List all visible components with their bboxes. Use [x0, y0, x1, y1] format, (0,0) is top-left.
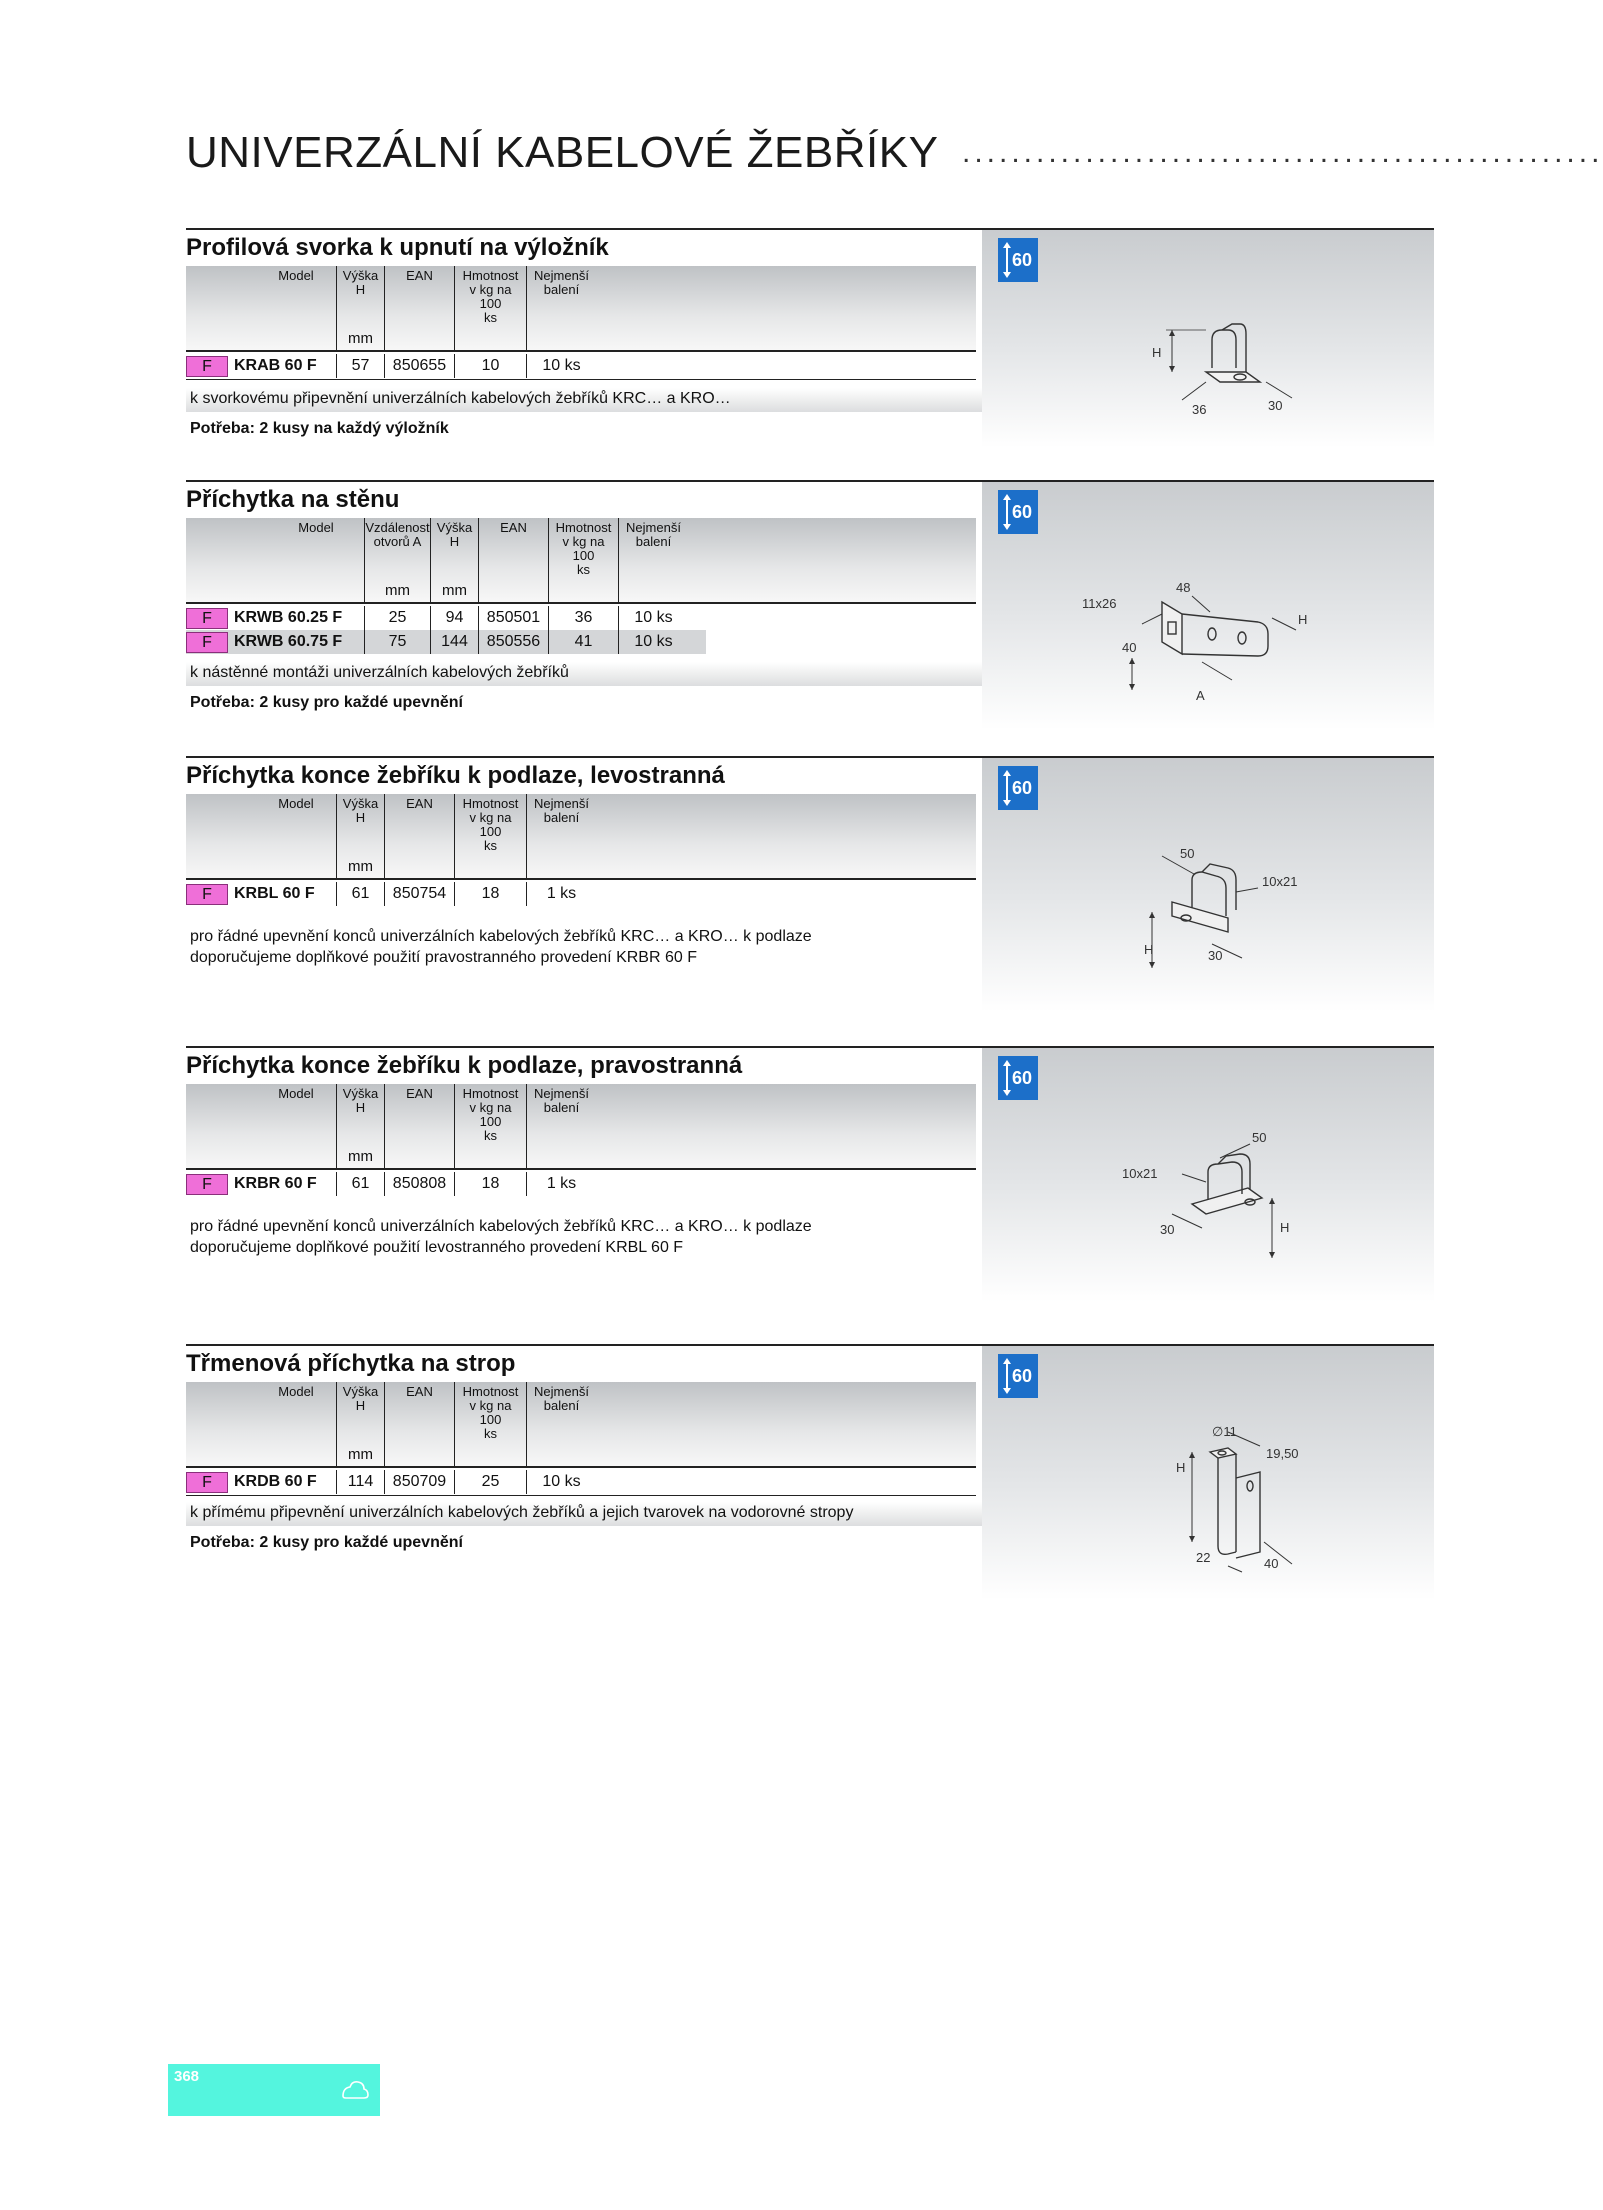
cell-ean: 850709	[384, 1470, 454, 1494]
dim-label: H	[1144, 942, 1154, 957]
product-image-panel	[982, 1048, 1434, 1302]
description: k svorkovému připevnění univerzálních kabelových žebříků KRC… a KRO…	[186, 388, 982, 412]
col-weight: Hmotnost v kg na 100 ks	[454, 1382, 526, 1466]
table-header	[186, 794, 976, 880]
dim-label: 11x26	[1082, 596, 1117, 611]
section-krdb	[186, 1344, 1434, 1600]
dim-label: H	[1152, 345, 1162, 360]
col-model: Model	[278, 796, 314, 811]
col-height	[336, 266, 384, 350]
requirement-note: Potřeba: 2 kusy pro každé upevnění	[190, 694, 463, 711]
section-title: Profilová svorka k upnutí na výložník	[186, 234, 609, 261]
dim-label: 50	[1252, 1130, 1267, 1145]
model-code: KRBL 60 F	[234, 885, 315, 902]
badge-number: 60	[1012, 778, 1033, 798]
cell-height: 61	[336, 882, 384, 906]
cell-height: 57	[336, 354, 384, 378]
dim-label: 40	[1264, 1556, 1279, 1571]
col-height-unit: mm	[348, 1148, 373, 1165]
col-height-unit: mm	[348, 330, 373, 347]
table-row[interactable]	[186, 354, 976, 378]
page-footer	[168, 2064, 380, 2116]
col-model: Model	[278, 1086, 314, 1101]
dim-label: 10x21	[1262, 874, 1298, 889]
col-height-label: Výška H	[342, 1086, 379, 1115]
model-code: KRBR 60 F	[234, 1175, 317, 1192]
section-title: Příchytka konce žebříku k podlaze, pravostranná	[186, 1052, 743, 1079]
badge-number: 60	[1012, 250, 1033, 270]
description-line: pro řádné upevnění konců univerzálních kabelových žebříků KRC… a KRO… k podlaze	[190, 928, 812, 945]
description-line: doporučujeme doplňkové použití levostranného provedení KRBL 60 F	[190, 1239, 684, 1256]
dim-label: 40	[1122, 640, 1137, 655]
section-title: Příchytka konce žebříku k podlaze, levostranná	[186, 762, 725, 789]
badge-number: 60	[1012, 502, 1033, 522]
brand-logo-icon	[340, 2078, 370, 2102]
load-class-badge	[998, 1056, 1038, 1100]
cell-ean: 850655	[384, 354, 454, 378]
updown-arrow-icon	[1002, 493, 1012, 531]
f-marker: F	[186, 632, 228, 653]
krab-drawing	[1142, 310, 1362, 440]
col-distance-unit: mm	[385, 582, 410, 599]
col-weight: Hmotnost v kg na 100 ks	[454, 794, 526, 878]
dim-label: 30	[1208, 948, 1223, 963]
col-height-unit: mm	[442, 582, 467, 599]
product-image-panel	[982, 758, 1434, 1012]
cell-pack: 10 ks	[526, 354, 596, 378]
cell-height: 144	[430, 630, 478, 654]
col-height-label: Výška H	[342, 1384, 379, 1413]
cell-weight: 10	[454, 354, 526, 378]
section-krab	[186, 228, 1434, 448]
col-pack: Nejmenší balení	[526, 1382, 596, 1466]
col-ean: EAN	[384, 1382, 454, 1466]
updown-arrow-icon	[1002, 769, 1012, 807]
col-ean: EAN	[384, 1084, 454, 1168]
cell-pack: 1 ks	[526, 882, 596, 906]
krbl-drawing	[1132, 828, 1372, 1008]
table-row[interactable]	[186, 606, 976, 630]
col-pack: Nejmenší balení	[618, 518, 688, 602]
table-header	[186, 266, 976, 352]
description: k přímému připevnění univerzálních kabelových žebříků a jejich tvarovek na vodorovné stropy	[186, 1502, 982, 1526]
dim-label: 36	[1192, 402, 1207, 417]
page-title: UNIVERZÁLNÍ KABELOVÉ ŽEBŘÍKY	[186, 128, 939, 177]
dim-label: 48	[1176, 580, 1191, 595]
dim-label: 19,50	[1266, 1446, 1299, 1461]
col-model: Model	[278, 268, 314, 283]
col-height-label: Výška H	[342, 796, 379, 825]
cell-distance: 75	[364, 630, 430, 654]
title-dots: ....................................................	[962, 136, 1603, 169]
cell-distance: 25	[364, 606, 430, 630]
load-class-badge	[998, 490, 1038, 534]
description-line: doporučujeme doplňkové použití pravostranného provedení KRBR 60 F	[190, 949, 697, 966]
dim-label: 22	[1196, 1550, 1211, 1565]
dim-label: 10x21	[1122, 1166, 1158, 1181]
requirement-note: Potřeba: 2 kusy na každý výložník	[190, 420, 449, 437]
col-height-unit: mm	[348, 858, 373, 875]
model-code: KRWB 60.25 F	[234, 609, 343, 626]
krwb-drawing	[1082, 562, 1342, 722]
dim-label: 30	[1160, 1222, 1175, 1237]
cell-ean: 850808	[384, 1172, 454, 1196]
col-pack: Nejmenší balení	[526, 1084, 596, 1168]
col-ean: EAN	[384, 794, 454, 878]
col-weight: Hmotnost v kg na 100 ks	[548, 518, 618, 602]
f-marker: F	[186, 356, 228, 377]
dim-label: 50	[1180, 846, 1195, 861]
col-weight: Hmotnost v kg na 100 ks	[454, 1084, 526, 1168]
col-height-unit: mm	[348, 1446, 373, 1463]
cell-height: 94	[430, 606, 478, 630]
col-pack: Nejmenší balení	[526, 266, 596, 350]
krbr-drawing	[1112, 1118, 1372, 1298]
table-header	[186, 1084, 976, 1170]
model-code: KRDB 60 F	[234, 1473, 317, 1490]
col-height	[336, 1382, 384, 1466]
cell-ean: 850556	[478, 630, 548, 654]
col-height	[336, 794, 384, 878]
section-krbr	[186, 1046, 1434, 1302]
cell-pack: 1 ks	[526, 1172, 596, 1196]
table-header	[186, 1382, 976, 1468]
badge-number: 60	[1012, 1366, 1033, 1386]
cell-weight: 25	[454, 1470, 526, 1494]
description-line: pro řádné upevnění konců univerzálních kabelových žebříků KRC… a KRO… k podlaze	[190, 1218, 812, 1235]
cell-pack: 10 ks	[526, 1470, 596, 1494]
cell-height: 61	[336, 1172, 384, 1196]
col-ean: EAN	[478, 518, 548, 602]
section-krwb	[186, 480, 1434, 732]
f-marker: F	[186, 608, 228, 629]
table-row[interactable]	[186, 882, 976, 906]
col-model: Model	[278, 1384, 314, 1399]
krdb-drawing	[1132, 1416, 1372, 1596]
cell-ean: 850501	[478, 606, 548, 630]
f-marker: F	[186, 1472, 228, 1493]
load-class-badge	[998, 1354, 1038, 1398]
col-height-label: Výška H	[342, 268, 379, 297]
page-number: 368	[174, 2068, 200, 2085]
cell-ean: 850754	[384, 882, 454, 906]
col-weight: Hmotnost v kg na 100 ks	[454, 266, 526, 350]
product-image-panel	[982, 1346, 1434, 1600]
model-code: KRWB 60.75 F	[234, 633, 343, 650]
model-code: KRAB 60 F	[234, 357, 317, 374]
cell-weight: 36	[548, 606, 618, 630]
f-marker: F	[186, 1174, 228, 1195]
dim-label: ∅11	[1212, 1424, 1237, 1439]
col-model: Model	[298, 520, 334, 535]
table-row[interactable]	[186, 1172, 976, 1196]
cell-weight: 18	[454, 882, 526, 906]
table-row[interactable]	[186, 630, 706, 654]
table-header	[186, 518, 976, 604]
updown-arrow-icon	[1002, 1059, 1012, 1097]
product-image-panel	[982, 482, 1434, 730]
description: k nástěnné montáži univerzálních kabelových žebříků	[186, 662, 982, 686]
dim-label: 30	[1268, 398, 1283, 413]
cell-weight: 41	[548, 630, 618, 654]
col-height-label: Výška H	[436, 520, 473, 549]
section-krbl	[186, 756, 1434, 1012]
col-ean: EAN	[384, 266, 454, 350]
section-title: Příchytka na stěnu	[186, 486, 400, 513]
f-marker: F	[186, 884, 228, 905]
cell-weight: 18	[454, 1172, 526, 1196]
updown-arrow-icon	[1002, 1357, 1012, 1395]
col-height	[336, 1084, 384, 1168]
dim-label: H	[1280, 1220, 1290, 1235]
section-title: Třmenová příchytka na strop	[186, 1350, 516, 1377]
load-class-badge	[998, 238, 1038, 282]
product-image-panel	[982, 230, 1434, 448]
updown-arrow-icon	[1002, 241, 1012, 279]
dim-label: A	[1196, 688, 1205, 703]
col-distance-label: Vzdálenost otvorů A	[365, 520, 430, 549]
dim-label: H	[1176, 1460, 1186, 1475]
table-row[interactable]	[186, 1470, 976, 1494]
cell-pack: 10 ks	[618, 606, 688, 630]
load-class-badge	[998, 766, 1038, 810]
cell-height: 114	[336, 1470, 384, 1494]
col-pack: Nejmenší balení	[526, 794, 596, 878]
col-height	[430, 518, 478, 602]
badge-number: 60	[1012, 1068, 1033, 1088]
col-distance	[364, 518, 430, 602]
requirement-note: Potřeba: 2 kusy pro každé upevnění	[190, 1534, 463, 1551]
dim-label: H	[1298, 612, 1308, 627]
cell-pack: 10 ks	[618, 630, 688, 654]
